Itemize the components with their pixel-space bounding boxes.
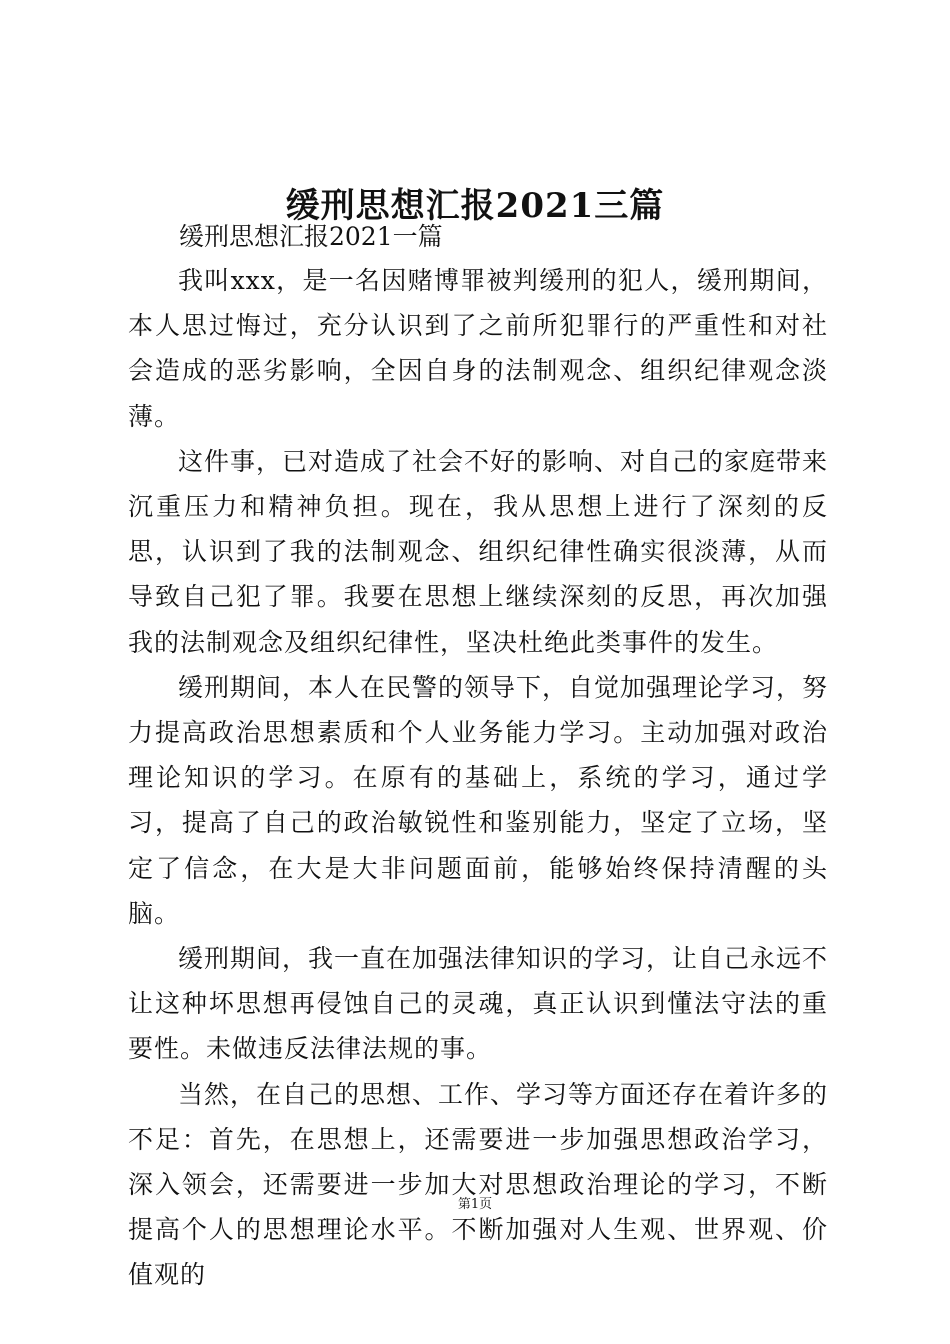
paragraph-4: 缓刑期间，我一直在加强法律知识的学习，让自己永远不让这种坏思想再侵蚀自己的灵魂，真正认识到懂法守法的重要性。未做违反法律法规的事。	[128, 944, 829, 1064]
paragraph-3: 缓刑期间，本人在民警的领导下，自觉加强理论学习，努力提高政治思想素质和个人业务能力学习。主动加强对政治理论知识的学习。在原有的基础上，系统的学习，通过学习，提高了自己的政治敏锐性和鉴别能力，坚定了立场，坚定了信念，在大是大非问题面前，能够始终保持清醒的头脑。	[128, 672, 829, 928]
paragraph-5: 当然，在自己的思想、工作、学习等方面还存在着许多的不足：首先，在思想上，还需要进一步加强思想政治学习，深入领会，还需要进一步加大对思想政治理论的学习，不断提高个人的思想理论水平。不断加强对人生观、世界观、价值观的	[128, 1079, 829, 1290]
paragraph-2: 这件事，已对造成了社会不好的影响、对自己的家庭带来沉重压力和精神负担。现在，我从思想上进行了深刻的反思，认识到了我的法制观念、组织纪律性确实很淡薄，从而导致自己犯了罪。我要在思想上继续深刻的反思，再次加强我的法制观念及组织纪律性，坚决杜绝此类事件的发生。	[128, 446, 829, 657]
paragraph-1: 我叫xxx，是一名因赌博罪被判缓刑的犯人，缓刑期间，本人思过悔过，充分认识到了之前所犯罪行的严重性和对社会造成的恶劣影响，全因自身的法制观念、组织纪律观念淡薄。	[128, 266, 828, 431]
section-heading: 缓刑思想汇报2021一篇	[179, 222, 443, 251]
page-number: 第1页	[457, 1197, 493, 1212]
document-body	[128, 258, 828, 1298]
document-title: 缓刑思想汇报2021三篇	[285, 186, 665, 226]
